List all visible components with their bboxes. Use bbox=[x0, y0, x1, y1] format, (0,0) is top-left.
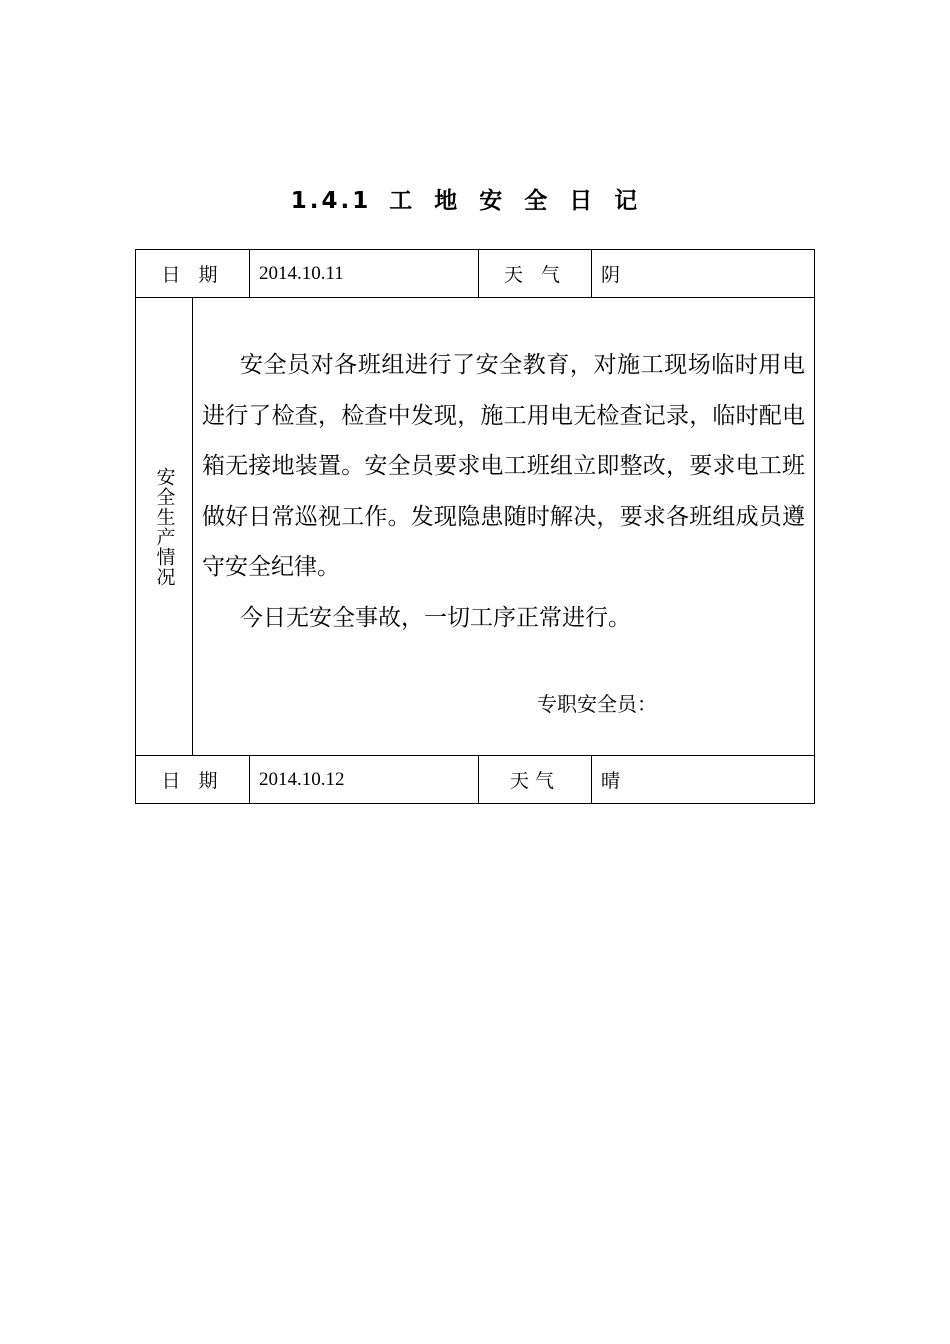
title-number: 1.4.1 bbox=[290, 188, 372, 214]
paragraph-2: 今日无安全事故，一切工序正常进行。 bbox=[240, 604, 631, 631]
signer-label: 专职安全员： bbox=[537, 692, 657, 716]
weather-label-2: 天气 bbox=[478, 755, 592, 804]
section-label: 安全生产情况 bbox=[153, 466, 176, 587]
date-label-2: 日 期 bbox=[135, 755, 250, 804]
date-label-1: 日 期 bbox=[135, 249, 250, 298]
weather-value-2: 晴 bbox=[591, 755, 815, 804]
date-value-2: 2014.10.12 bbox=[249, 755, 479, 804]
weather-value-1: 阴 bbox=[591, 249, 815, 298]
date-value-1: 2014.10.11 bbox=[249, 249, 479, 298]
page-title bbox=[0, 182, 950, 215]
section-label-cell bbox=[135, 297, 193, 756]
title-text: 工地安全日记 bbox=[389, 188, 660, 214]
weather-label-1: 天 气 bbox=[478, 249, 592, 298]
section-body bbox=[202, 340, 805, 643]
paragraph-1: 安全员对各班组进行了安全教育，对施工现场临时用电进行了检查，检查中发现，施工用电无检查记录，临时配电箱无接地装置。安全员要求电工班组立即整改，要求电工班做好日常巡视工作。发现隐患随时解决，要求各班组成员遵守安全纪律。 bbox=[202, 352, 805, 580]
